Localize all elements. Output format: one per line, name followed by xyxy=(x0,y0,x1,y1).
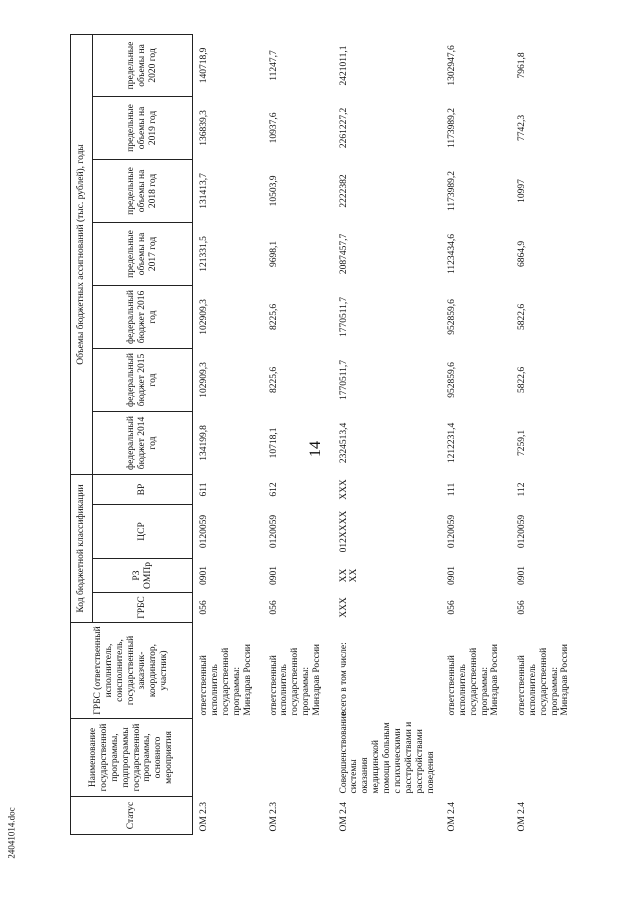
cell-2014: 134199,8 xyxy=(199,425,209,461)
header-2020: предельные объемы на 2020 год xyxy=(93,34,193,96)
cell-responsible: ответственный исполнитель государственной программы: Минздрав России xyxy=(446,644,501,716)
cell-rz: 0901 xyxy=(199,566,209,585)
cell-2020: 11247,7 xyxy=(268,50,279,81)
cell-2018: 2222382 xyxy=(338,174,349,208)
cell-grbs: 056 xyxy=(268,600,279,615)
table-row xyxy=(511,34,581,834)
cell-2017: 2087457,7 xyxy=(338,233,349,275)
header-2014: федеральный бюджет 2014 год xyxy=(93,411,193,474)
cell-2020: 7961,8 xyxy=(516,52,527,79)
cell-csr: 0120059 xyxy=(446,514,457,549)
table-body xyxy=(193,34,581,834)
cell-csr: 012XXXX xyxy=(338,510,349,553)
header-status: Статус xyxy=(71,797,193,835)
cell-vr: 112 xyxy=(516,482,527,497)
cell-2016: 5822,6 xyxy=(516,303,527,331)
cell-name xyxy=(193,719,263,797)
cell-2017: 9698,1 xyxy=(268,240,279,268)
cell-vr: XXX xyxy=(338,479,349,500)
cell-2015: 952859,6 xyxy=(446,362,457,398)
cell-2016: 102909,3 xyxy=(199,299,209,335)
cell-responsible: всего в том числе: xyxy=(338,642,349,716)
cell-2018: 1173989,2 xyxy=(446,170,457,211)
cell-2019: 1173989,2 xyxy=(446,107,457,148)
header-volumes: Объемы бюджетных ассигнований (тыс. рублей), годы xyxy=(71,34,93,474)
header-vr: ВР xyxy=(93,474,193,504)
cell-grbs: 056 xyxy=(516,600,527,615)
header-name: Наименование государственной программы, подпрограммы государственной программы, основного мероприятия xyxy=(71,719,193,797)
cell-2020: 140718,9 xyxy=(199,47,209,84)
cell-2015: 5822,6 xyxy=(516,366,527,394)
cell-responsible: ответственный исполнитель государственной программы: Минздрав России xyxy=(516,644,571,716)
cell-2018: 10997 xyxy=(516,179,527,203)
cell-status: ОМ 2.3 xyxy=(268,801,279,832)
cell-2018: 10503,9 xyxy=(268,175,279,207)
cell-rz: 0901 xyxy=(446,566,457,585)
table-row xyxy=(263,34,333,834)
cell-2014: 2324513,4 xyxy=(338,422,349,464)
page-number: 14 xyxy=(307,441,324,457)
cell-name xyxy=(263,719,333,797)
table-row xyxy=(441,34,511,834)
cell-status: ОМ 2.4 xyxy=(338,801,349,832)
cell-name xyxy=(441,719,511,797)
cell-csr: 0120059 xyxy=(268,514,279,549)
cell-2014: 1212231,4 xyxy=(446,422,457,464)
cell-2015: 102909,3 xyxy=(199,362,209,398)
cell-rz: 0901 xyxy=(516,566,527,585)
cell-2020: 2421011,1 xyxy=(338,45,349,86)
cell-2016: 1770511,7 xyxy=(338,296,349,337)
cell-2019: 7742,3 xyxy=(516,114,527,142)
header-grbs-resp: ГРБС (ответственный исполнитель, соисполнитель, государственный заказчик-координатор, участник) xyxy=(71,623,193,719)
header-grbs: ГРБС xyxy=(93,593,193,623)
header-csr: ЦСР xyxy=(93,505,193,559)
cell-2019: 136839,3 xyxy=(199,110,209,146)
cell-2017: 1123434,6 xyxy=(446,233,457,274)
cell-2014: 10718,1 xyxy=(268,427,279,459)
header-2015: федеральный бюджет 2015 год xyxy=(93,348,193,411)
cell-status: ОМ 2.4 xyxy=(516,801,527,832)
header-2016: федеральный бюджет 2016 год xyxy=(93,285,193,348)
cell-name xyxy=(511,719,581,797)
table-row xyxy=(333,34,441,834)
header-rz: РЗ ОМПр xyxy=(93,559,193,593)
header-budget-code: Код бюджетной классификации xyxy=(71,474,93,622)
cell-csr: 0120059 xyxy=(516,514,527,549)
header-2018: предельные объемы на 2018 год xyxy=(93,159,193,222)
header-2019: предельные объемы на 2019 год xyxy=(93,96,193,159)
cell-2017: 6864,9 xyxy=(516,240,527,268)
cell-grbs: 056 xyxy=(199,600,209,615)
cell-2015: 1770511,7 xyxy=(338,359,349,400)
cell-2019: 2261227,2 xyxy=(338,107,349,149)
cell-responsible: ответственный исполнитель государственной программы: Минздрав России xyxy=(268,644,323,716)
cell-vr: 612 xyxy=(268,482,279,497)
cell-2019: 10937,6 xyxy=(268,112,279,144)
cell-rz: XX XX xyxy=(338,568,360,583)
cell-grbs: 056 xyxy=(446,600,457,615)
cell-2015: 8225,6 xyxy=(268,366,279,394)
cell-vr: 611 xyxy=(199,482,209,497)
cell-csr: 0120059 xyxy=(199,514,209,549)
footer-filename: 24041014.doc xyxy=(6,807,17,859)
header-2017: предельные объемы на 2017 год xyxy=(93,222,193,285)
cell-2017: 121331,5 xyxy=(199,236,209,272)
cell-rz: 0901 xyxy=(268,566,279,585)
cell-2018: 131413,7 xyxy=(199,173,209,209)
cell-status: ОМ 2.3 xyxy=(199,801,209,832)
cell-2020: 1302947,6 xyxy=(446,45,457,86)
cell-2016: 952859,6 xyxy=(446,299,457,335)
table-row xyxy=(193,34,263,834)
cell-status: ОМ 2.4 xyxy=(446,801,457,832)
cell-2016: 8225,6 xyxy=(268,303,279,331)
cell-grbs: XXX xyxy=(338,597,349,618)
budget-table xyxy=(70,34,581,835)
cell-vr: 111 xyxy=(446,482,457,497)
rotated-table-container xyxy=(70,35,640,835)
cell-name: Совершенствование системы оказания медицинской помощи больным с психическими расстройствами и расстройствами поведения xyxy=(338,711,436,794)
cell-responsible: ответственный исполнитель государственной программы: Минздрав России xyxy=(199,644,253,716)
table-header xyxy=(71,34,193,834)
cell-2014: 7259,1 xyxy=(516,429,527,457)
